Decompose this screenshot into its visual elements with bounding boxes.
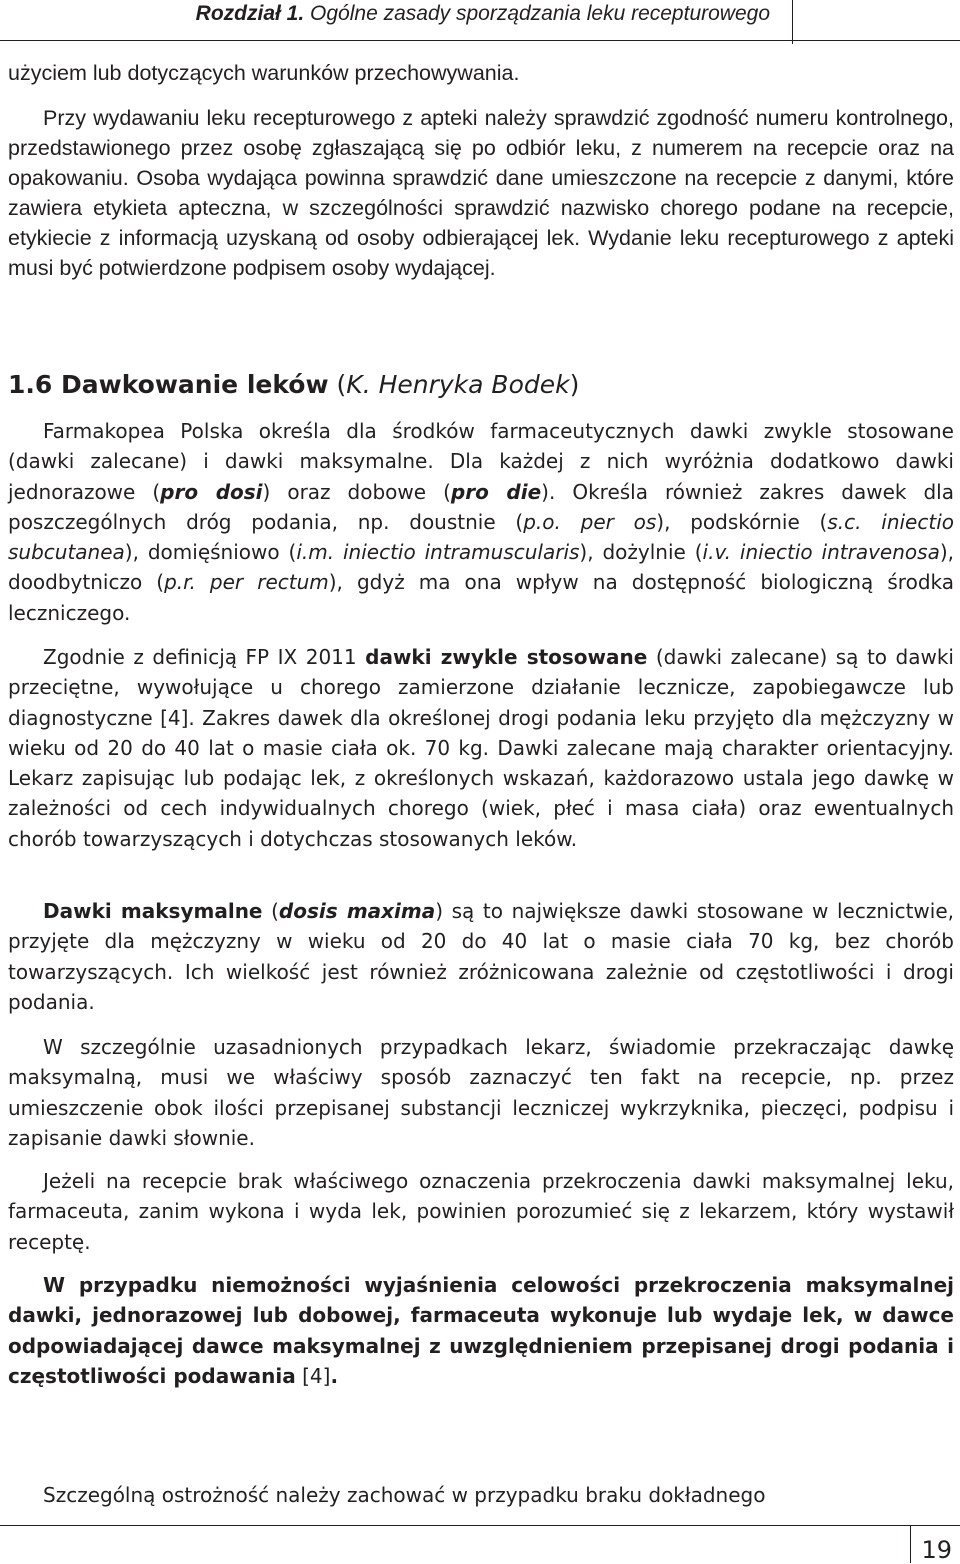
intro-paragraph: Przy wydawaniu leku recepturowego z apteki należy sprawdzić zgodność numeru kontrolnego, przedstawionego przez osobę zgłaszającą się po odbiór leku, z numerem na recepcie oraz na opakowaniu. Osoba wydająca powinna sprawdzić dane umieszczone na recepcie z danymi, które zawiera etykieta apteczna, w szczególności sprawdzić nazwisko chorego podane na recepcie, etykiecie z informacją uzyskaną od osoby odbierającej lek. Wydanie leku recepturowego z apteki musi być potwierdzone podpisem osoby wydającej. bbox=[8, 106, 954, 280]
term-maximum-doses: Dawki maksymalne bbox=[43, 899, 263, 923]
chapter-title: Ogólne zasady sporządzania leku recepturowego bbox=[310, 2, 770, 25]
text-run: ( bbox=[262, 899, 279, 923]
text-run: ) oraz dobowe ( bbox=[262, 479, 451, 504]
paragraph-exceeding-dose: W szczególnie uzasadnionych przypadkach lekarz, świadomie przekraczając dawkę maksymalną, musi we właściwy sposób zaznaczyć ten fakt na recepcie, np. przez umieszczenie obok ilości przepisanej substancji leczniczej wykrzyknika, pieczęci, podpisu i zapisanie dawki słownie. bbox=[8, 1035, 954, 1150]
text-run: ), domięśniowo ( bbox=[124, 540, 297, 565]
text-run: ). Określa również zakres dawek dla poszczególnych dróg podania, np. doustnie ( bbox=[8, 479, 954, 534]
author-paren-open: ( bbox=[328, 370, 347, 399]
section-title: 1.6 Dawkowanie leków bbox=[8, 370, 329, 399]
term-pro-die: pro die bbox=[450, 479, 542, 504]
text-run: ) są to największe dawki stosowane w lecznictwie, przyjęte dla mężczyzny w wieku od 20 do 40 lat o masie ciała 70 kg, bez chorób towarzyszących. Ich wielkość jest również zróżnicowana zależnie od częstotliwości i drogi podania. bbox=[8, 899, 954, 1014]
section-heading bbox=[8, 370, 579, 399]
section-author: K. Henryka Bodek bbox=[346, 370, 570, 399]
term-subcutanea: s.c. iniectio subcutanea bbox=[8, 509, 954, 565]
paragraph-bold-rule bbox=[8, 1270, 954, 1391]
term-intravenosa: i.v. iniectio intravenosa bbox=[702, 540, 940, 565]
period: . bbox=[330, 1363, 339, 1388]
page-number: 19 bbox=[921, 1536, 952, 1564]
term-dosis-maxima: dosis maxima bbox=[278, 899, 436, 923]
text-run: ), dożylnie ( bbox=[579, 540, 703, 565]
term-per-os: p.o. per os bbox=[523, 509, 657, 534]
footer-rule bbox=[0, 1525, 960, 1526]
term-intramuscularis: i.m. iniectio intramuscularis bbox=[296, 540, 580, 565]
running-header bbox=[196, 2, 770, 26]
author-paren-close: ) bbox=[569, 370, 580, 399]
chapter-label: Rozdział 1. bbox=[195, 2, 305, 25]
text-run: (dawki zalecane) są to dawki przeciętne, wywołujące u chorego zamierzone działanie lecznicze, zapobiegawcze lub diagnostyczne [4]. Zakres dawek dla określonej drogi podania leku przyjęto dla mężczyzny w wieku od 20 do 40 lat o masie ciała ok. 70 kg. Dawki zalecane mają charakter orientacyjny. Lekarz zapisując lub podając lek, z określonych wskazań, każdorazowo ustala jego dawkę w zależności od cech indywidualnych chorego (wiek, płeć i masa ciała) oraz ewentualnych chorób towarzyszących i dotychczas stosowanych leków. bbox=[8, 645, 954, 851]
text-run: ), doodbytniczo ( bbox=[8, 540, 954, 595]
paragraph-pharmacopoeia bbox=[8, 416, 954, 628]
page-header bbox=[0, 0, 960, 44]
text-run: Zgodnie z definicją FP IX 2011 bbox=[43, 645, 366, 669]
term-per-rectum: p.r. per rectum bbox=[164, 570, 329, 595]
paragraph-usual-doses bbox=[8, 642, 954, 854]
text-run: ), gdyż ma ona wpływ na dostępność biologiczną środka leczniczego. bbox=[8, 570, 954, 625]
paragraph-missing-marking: Jeżeli na recepcie brak właściwego oznaczenia przekroczenia dawki maksymalnej leku, farmaceuta, zanim wykona i wyda lek, powinien porozumieć się z lekarzem, który wystawił receptę. bbox=[8, 1169, 954, 1254]
text-run: ), podskórnie ( bbox=[656, 509, 828, 534]
text-run: Farmakopea Polska określa dla środków farmaceutycznych dawki zwykle stosowane (dawki zalecane) i dawki maksymalne. Dla każdej z nich wyróżnia dodatkowo dawki jednorazowe ( bbox=[8, 419, 954, 504]
term-usual-doses: dawki zwykle stosowane bbox=[365, 645, 648, 669]
header-divider bbox=[792, 0, 793, 44]
paragraph-maximum-doses bbox=[8, 896, 954, 1017]
term-pro-dosi: pro dosi bbox=[160, 479, 263, 504]
reference: [4] bbox=[295, 1363, 331, 1388]
footer-divider bbox=[910, 1525, 911, 1563]
paragraph-caution: Szczególną ostrożność należy zachować w przypadku braku dokładnego bbox=[43, 1483, 766, 1507]
bold-rule-text: W przypadku niemożności wyjaśnienia celowości przekroczenia maksymalnej dawki, jednorazowej lub dobowej, farmaceuta wykonuje lub wydaje lek, w dawce odpowiadającej dawce maksymalnej z uwzględnieniem przepisanej drogi podania i częstotliwości podawania bbox=[8, 1273, 954, 1388]
header-rule bbox=[0, 40, 960, 41]
intro-line: użyciem lub dotyczących warunków przechowywania. bbox=[8, 61, 520, 85]
